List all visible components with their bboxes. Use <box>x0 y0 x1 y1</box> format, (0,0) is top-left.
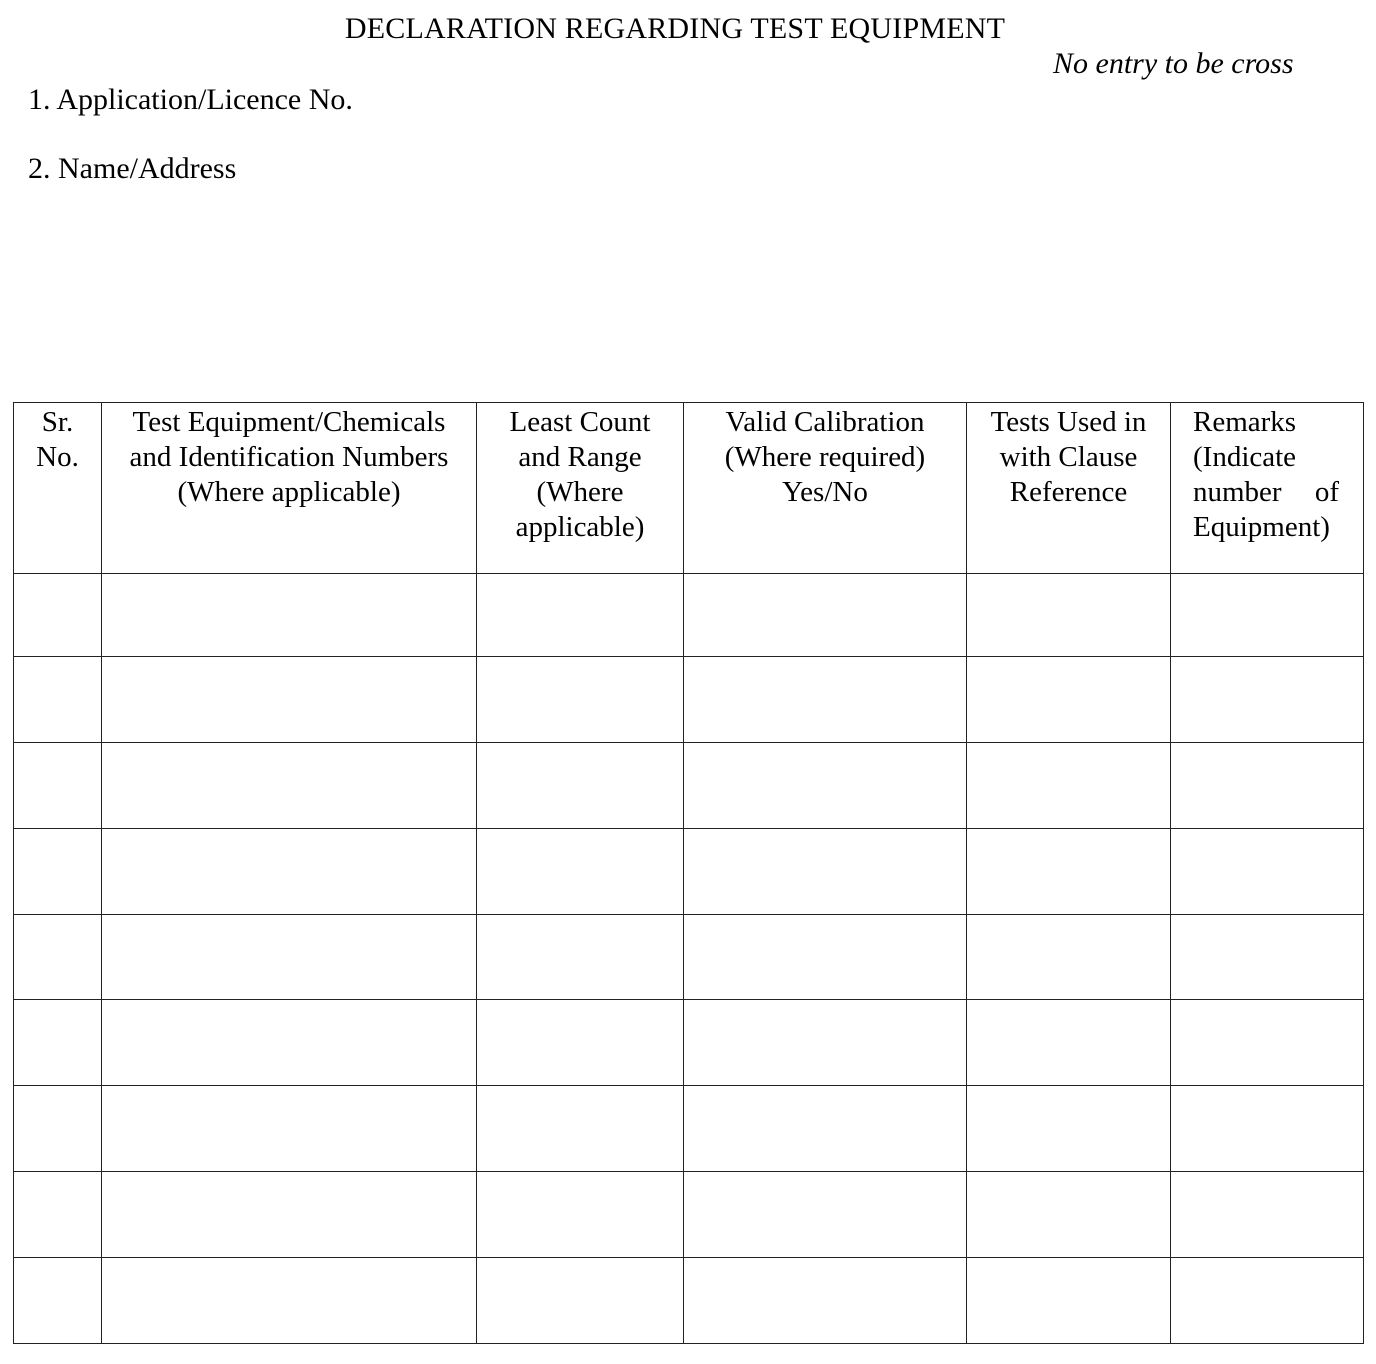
table-row <box>14 1000 1364 1086</box>
cell-sr-no[interactable] <box>14 574 102 657</box>
cell-test-equipment[interactable] <box>102 574 477 657</box>
cell-sr-no[interactable] <box>14 1258 102 1344</box>
cell-sr-no[interactable] <box>14 1000 102 1086</box>
cell-tests-used[interactable] <box>967 1172 1171 1258</box>
cell-least-count[interactable] <box>477 828 684 914</box>
cell-valid-calibration[interactable] <box>684 656 967 742</box>
cell-remarks[interactable] <box>1171 742 1364 828</box>
cell-valid-calibration[interactable] <box>684 828 967 914</box>
column-header-sr-no: Sr. No. <box>14 403 102 574</box>
cell-sr-no[interactable] <box>14 828 102 914</box>
equipment-table <box>13 402 1364 1344</box>
name-address-label: 2. Name/Address <box>28 152 237 185</box>
table-header-row <box>14 403 1364 574</box>
cell-remarks[interactable] <box>1171 1258 1364 1344</box>
cell-remarks[interactable] <box>1171 828 1364 914</box>
column-header-least-count: Least Count and Range (Where applicable) <box>477 403 684 574</box>
cell-test-equipment[interactable] <box>102 1172 477 1258</box>
cell-remarks[interactable] <box>1171 656 1364 742</box>
no-entry-note: No entry to be cross <box>1053 47 1294 80</box>
cell-test-equipment[interactable] <box>102 914 477 1000</box>
table-row <box>14 742 1364 828</box>
cell-valid-calibration[interactable] <box>684 1172 967 1258</box>
column-header-test-equipment: Test Equipment/Chemicals and Identification Numbers (Where applicable) <box>102 403 477 574</box>
table-row <box>14 574 1364 657</box>
table-row <box>14 1086 1364 1172</box>
cell-test-equipment[interactable] <box>102 1258 477 1344</box>
cell-valid-calibration[interactable] <box>684 1258 967 1344</box>
table-body <box>14 574 1364 1344</box>
cell-test-equipment[interactable] <box>102 656 477 742</box>
cell-sr-no[interactable] <box>14 1172 102 1258</box>
cell-tests-used[interactable] <box>967 1000 1171 1086</box>
table-row <box>14 828 1364 914</box>
cell-remarks[interactable] <box>1171 914 1364 1000</box>
application-licence-label: 1. Application/Licence No. <box>28 83 353 116</box>
table-row <box>14 1172 1364 1258</box>
column-header-tests-used: Tests Used in with Clause Reference <box>967 403 1171 574</box>
cell-valid-calibration[interactable] <box>684 574 967 657</box>
cell-least-count[interactable] <box>477 1086 684 1172</box>
cell-valid-calibration[interactable] <box>684 1086 967 1172</box>
cell-least-count[interactable] <box>477 574 684 657</box>
cell-valid-calibration[interactable] <box>684 1000 967 1086</box>
cell-tests-used[interactable] <box>967 574 1171 657</box>
cell-test-equipment[interactable] <box>102 742 477 828</box>
cell-tests-used[interactable] <box>967 742 1171 828</box>
cell-least-count[interactable] <box>477 1258 684 1344</box>
cell-tests-used[interactable] <box>967 828 1171 914</box>
cell-least-count[interactable] <box>477 742 684 828</box>
cell-sr-no[interactable] <box>14 914 102 1000</box>
cell-least-count[interactable] <box>477 1172 684 1258</box>
cell-remarks[interactable] <box>1171 1172 1364 1258</box>
cell-sr-no[interactable] <box>14 742 102 828</box>
cell-sr-no[interactable] <box>14 656 102 742</box>
cell-valid-calibration[interactable] <box>684 914 967 1000</box>
table-row <box>14 656 1364 742</box>
cell-remarks[interactable] <box>1171 574 1364 657</box>
cell-tests-used[interactable] <box>967 656 1171 742</box>
cell-remarks[interactable] <box>1171 1086 1364 1172</box>
cell-tests-used[interactable] <box>967 914 1171 1000</box>
table-row <box>14 914 1364 1000</box>
cell-tests-used[interactable] <box>967 1086 1171 1172</box>
cell-tests-used[interactable] <box>967 1258 1171 1344</box>
cell-sr-no[interactable] <box>14 1086 102 1172</box>
cell-valid-calibration[interactable] <box>684 742 967 828</box>
table-row <box>14 1258 1364 1344</box>
cell-least-count[interactable] <box>477 656 684 742</box>
cell-least-count[interactable] <box>477 914 684 1000</box>
cell-test-equipment[interactable] <box>102 1086 477 1172</box>
cell-test-equipment[interactable] <box>102 828 477 914</box>
cell-test-equipment[interactable] <box>102 1000 477 1086</box>
cell-least-count[interactable] <box>477 1000 684 1086</box>
form-title: DECLARATION REGARDING TEST EQUIPMENT <box>344 12 1006 45</box>
column-header-valid-calibration: Valid Calibration (Where required) Yes/No <box>684 403 967 574</box>
column-header-remarks: Remarks (Indicate number of Equipment) <box>1171 403 1364 574</box>
cell-remarks[interactable] <box>1171 1000 1364 1086</box>
